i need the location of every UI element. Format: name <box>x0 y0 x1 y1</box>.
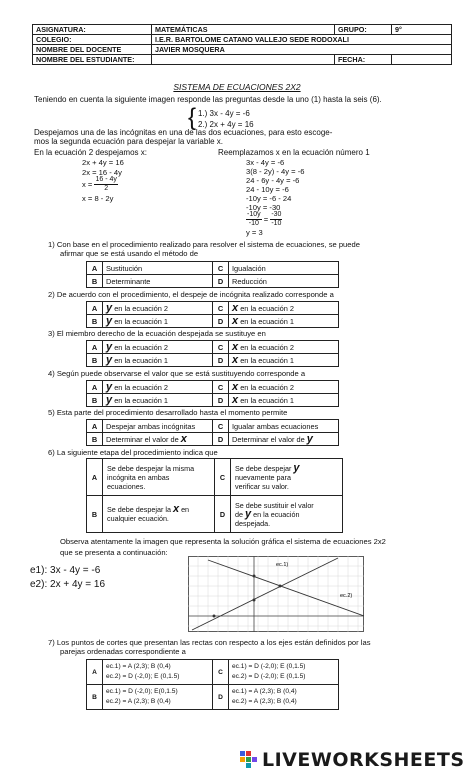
q1-option-d[interactable]: Reducción <box>229 275 339 288</box>
q2-options <box>86 301 339 328</box>
q6-letter-b: B <box>87 496 103 533</box>
q7-options <box>86 659 339 710</box>
question-1: 1) Con base en el procedimiento realizado para resolver el sistema de ecuaciones, se puede <box>48 240 360 249</box>
q1-letter-a: A <box>87 262 103 275</box>
explain-line1: Despejamos una de las incógnitas en una de las dos ecuaciones, para esto escoge- <box>34 128 333 137</box>
q5-option-c[interactable]: Igualar ambas ecuaciones <box>229 420 339 433</box>
right-step-8: y = 3 <box>246 228 263 237</box>
q6-options <box>86 458 343 533</box>
q6-letter-d: D <box>215 496 231 533</box>
estudiante-field[interactable] <box>152 55 335 65</box>
graph-intro-2: que se presenta a continuación: <box>60 548 168 557</box>
system-eq2: 2.) 2x + 4y = 16 <box>198 120 254 129</box>
q3-option-a[interactable]: y en la ecuación 2 <box>103 341 213 354</box>
q1-letter-d: D <box>213 275 229 288</box>
left-step-4: x = 8 - 2y <box>82 194 114 203</box>
q5-letter-b: B <box>87 433 103 446</box>
graph-intro-1: Observa atentamente la imagen que representa la solución gráfica el sistema de ecuaciones 2x2 <box>60 537 386 546</box>
q4-letter-c: C <box>213 381 229 394</box>
graph-eq1: e1): 3x - 4y = -6 <box>30 565 101 576</box>
right-step-4: 24 - 10y = -6 <box>246 185 289 194</box>
q5-options <box>86 419 339 446</box>
left-heading: En la ecuación 2 despejamos x: <box>34 148 147 157</box>
right-step-3: 24 - 6y - 4y = -6 <box>246 176 300 185</box>
docente-value: JAVIER MOSQUERA <box>152 45 452 55</box>
q7-letter-a: A <box>87 660 103 685</box>
ec2-label: ec.2) <box>340 593 353 599</box>
q2-option-c[interactable]: x en la ecuación 2 <box>229 302 339 315</box>
q3-letter-a: A <box>87 341 103 354</box>
estudiante-label: NOMBRE DEL ESTUDIANTE: <box>33 55 152 65</box>
grupo-label: GRUPO: <box>335 25 392 35</box>
point-b <box>253 575 256 578</box>
q1-options <box>86 261 339 288</box>
ec1-label: ec.1) <box>276 562 289 568</box>
q4-option-d[interactable]: x en la ecuación 1 <box>229 394 339 407</box>
right-step-2: 3(8 - 2y) - 4y = -6 <box>246 167 305 176</box>
point-d <box>213 615 216 618</box>
left-step-2: 2x = 16 - 4y <box>82 168 122 177</box>
q2-letter-b: B <box>87 315 103 328</box>
right-heading: Reemplazamos x en la ecuación número 1 <box>218 148 370 157</box>
q3-letter-b: B <box>87 354 103 367</box>
q5-letter-c: C <box>213 420 229 433</box>
question-2: 2) De acuerdo con el procedimiento, el despeje de incógnita realizado corresponde a <box>48 290 334 299</box>
graph-eq2: e2): 2x + 4y = 16 <box>30 579 106 590</box>
q2-option-d[interactable]: x en la ecuación 1 <box>229 315 339 328</box>
system-eq1: 1.) 3x - 4y = -6 <box>198 109 250 118</box>
q7-letter-c: C <box>213 660 229 685</box>
left-step-1: 2x + 4y = 16 <box>82 158 124 167</box>
page-title: SISTEMA DE ECUACIONES 2X2 <box>173 82 301 92</box>
right-step-6: -10y = -30 <box>246 203 281 212</box>
asignatura-label: ASIGNATURA: <box>33 25 152 35</box>
left-step-3: x = $\frac{16 - 4y}{2}$ <box>82 176 117 192</box>
q6-option-d[interactable]: Se debe sustituir el valor de y en la ecuación despejada. <box>231 496 343 533</box>
colegio-value: I.E.R. BARTOLOME CATANO VALLEJO SEDE RODOXALI <box>152 35 452 45</box>
q5-letter-d: D <box>213 433 229 446</box>
q2-option-b[interactable]: y en la ecuación 1 <box>103 315 213 328</box>
brace-icon: { <box>188 104 197 131</box>
q6-option-b[interactable]: Se debe despejar la x en cualquier ecuación. <box>103 496 215 533</box>
question-7b: parejas ordenadas correspondiente a <box>60 647 186 656</box>
asignatura-value: MATEMÁTICAS <box>152 25 335 35</box>
q1-letter-b: B <box>87 275 103 288</box>
q2-option-a[interactable]: y en la ecuación 2 <box>103 302 213 315</box>
q3-option-c[interactable]: x en la ecuación 2 <box>229 341 339 354</box>
q2-letter-d: D <box>213 315 229 328</box>
q7-option-c[interactable]: ec.1) = D (-2,0); E (0,1.5) ec.2) = D (-2,0); E (0,1.5) <box>229 660 339 685</box>
question-1b: afirmar que se está usando el método de <box>60 249 199 258</box>
q6-letter-c: C <box>215 459 231 496</box>
right-step-5: -10y = -6 - 24 <box>246 194 292 203</box>
question-5: 5) Esta parte del procedimiento desarrollado hasta el momento permite <box>48 408 288 417</box>
q4-letter-a: A <box>87 381 103 394</box>
q3-letter-d: D <box>213 354 229 367</box>
q3-option-b[interactable]: y en la ecuación 1 <box>103 354 213 367</box>
right-step-1: 3x - 4y = -6 <box>246 158 285 167</box>
q1-option-a[interactable]: Sustitución <box>103 262 213 275</box>
q7-option-a[interactable]: ec.1) = A (2,3); B (0,4) ec.2) = D (-2,0); E (0,1.5) <box>103 660 213 685</box>
explain-line2: mos la segunda ecuación para despejar la variable x. <box>34 137 224 146</box>
q5-letter-a: A <box>87 420 103 433</box>
q6-option-c[interactable]: Se debe despejar y nuevamente para verificar su valor. <box>231 459 343 496</box>
q4-option-c[interactable]: x en la ecuación 2 <box>229 381 339 394</box>
q2-letter-c: C <box>213 302 229 315</box>
q1-option-c[interactable]: Igualación <box>229 262 339 275</box>
docente-label: NOMBRE DEL DOCENTE <box>33 45 152 55</box>
q7-letter-b: B <box>87 685 103 710</box>
solution-graph <box>188 556 364 632</box>
q1-letter-c: C <box>213 262 229 275</box>
grupo-value: 9° <box>392 25 452 35</box>
q5-option-b[interactable]: Determinar el valor de x <box>103 433 213 446</box>
question-4: 4) Según puede observarse el valor que se está sustituyendo corresponde a <box>48 369 306 378</box>
point-a <box>279 585 282 588</box>
q4-option-a[interactable]: y en la ecuación 2 <box>103 381 213 394</box>
logo-text: LIVEWORKSHEETS <box>262 749 465 771</box>
colegio-label: COLEGIO: <box>33 35 152 45</box>
q7-option-b[interactable]: ec.1) = D (-2,0); E(0,1.5) ec.2) = A (2,3); B (0,4) <box>103 685 213 710</box>
question-7: 7) Los puntos de cortes que presentan las rectas con respecto a los ejes están definidos por las <box>48 638 371 647</box>
q5-option-a[interactable]: Despejar ambas incógnitas <box>103 420 213 433</box>
question-6: 6) La siguiente etapa del procedimiento indica que <box>48 448 218 457</box>
logo-icon <box>240 751 258 769</box>
fecha-field[interactable] <box>392 55 452 65</box>
intro-text: Teniendo en cuenta la siguiente imagen responde las preguntas desde la uno (1) hasta la seis (6). <box>34 95 382 104</box>
q7-letter-d: D <box>213 685 229 710</box>
q5-option-d[interactable]: Determinar el valor de y <box>229 433 339 446</box>
point-e <box>253 599 256 602</box>
q4-option-b[interactable]: y en la ecuación 1 <box>103 394 213 407</box>
q4-options <box>86 380 339 407</box>
q6-option-a[interactable]: Se debe despejar la misma incógnita en ambas ecuaciones. <box>103 459 215 496</box>
q3-option-d[interactable]: x en la ecuación 1 <box>229 354 339 367</box>
q4-letter-d: D <box>213 394 229 407</box>
q6-letter-a: A <box>87 459 103 496</box>
question-3: 3) El miembro derecho de la ecuación despejada se sustituye en <box>48 329 266 338</box>
q3-options <box>86 340 339 367</box>
q7-option-d[interactable]: ec.1) = A (2,3); B (0,4) ec.2) = A (2,3); B (0,4) <box>229 685 339 710</box>
header-table <box>32 24 452 65</box>
right-step-7: $\frac{-10y}{-10}$ = $\frac{-30}{-10}$ <box>247 211 282 227</box>
q2-letter-a: A <box>87 302 103 315</box>
q1-option-b[interactable]: Determinante <box>103 275 213 288</box>
q3-letter-c: C <box>213 341 229 354</box>
q4-letter-b: B <box>87 394 103 407</box>
fecha-label: FECHA: <box>335 55 392 65</box>
